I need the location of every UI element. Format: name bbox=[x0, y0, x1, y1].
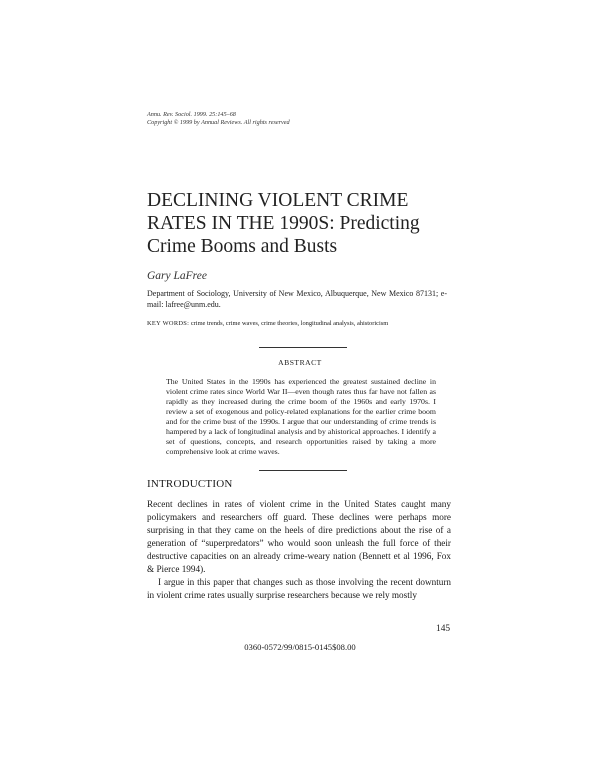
author-affiliation: Department of Sociology, University of New Mexico, Albuquerque, New Mexico 87131; e-mail: lafree@unm.edu. bbox=[147, 289, 447, 309]
copyright-notice: Copyright © 1999 by Annual Reviews. All rights reserved bbox=[147, 119, 290, 126]
title-line-3: Crime Booms and Busts bbox=[147, 236, 338, 257]
keywords-label: KEY WORDS: bbox=[147, 320, 190, 327]
top-divider bbox=[259, 347, 347, 348]
page-number: 145 bbox=[436, 624, 451, 634]
introduction-heading: INTRODUCTION bbox=[147, 478, 233, 490]
introduction-paragraph-1: Recent declines in rates of violent crime in the United States caught many policymakers and researchers off guard. These declines were perhaps more surprising in that they came on the heels of dire predictions about the rise of a generation of “superpredators” who would soon unleash the full force of their destructive capacities on an already crime-weary nation (Bennett et al 1996, Fox & Pierce 1994). bbox=[147, 499, 451, 574]
title-line-2: RATES IN THE 1990S: Predicting bbox=[147, 213, 420, 234]
abstract-text: The United States in the 1990s has experienced the greatest sustained decline in violent crime rates since World War II—even though rates thus far have not fallen as rapidly as they increased during the crime boom of the 1960s and early 1970s. I review a set of exogenous and policy-related explanations for the earlier crime boom and for the crime bust of the 1990s. I argue that our understanding of crime trends is hampered by a lack of longitudinal analysis and by ahistorical approaches. I identify a set of questions, concepts, and research opportunities raised by taking a more comprehensive look at crime waves. bbox=[166, 377, 436, 456]
keywords-list: crime trends, crime waves, crime theories, longitudinal analysis, ahistoricism bbox=[190, 320, 389, 327]
keywords-line bbox=[147, 320, 388, 327]
title-line-1: DECLINING VIOLENT CRIME bbox=[147, 190, 409, 211]
journal-reference bbox=[147, 111, 290, 127]
journal-citation: Annu. Rev. Sociol. 1999. 25:145–68 bbox=[147, 111, 236, 118]
bottom-divider bbox=[259, 470, 347, 471]
abstract-heading: ABSTRACT bbox=[278, 358, 322, 367]
introduction-body bbox=[147, 498, 451, 602]
article-title bbox=[147, 189, 477, 258]
author-name: Gary LaFree bbox=[147, 270, 207, 282]
price-code: 0360-0572/99/0815-0145$08.00 bbox=[244, 642, 356, 652]
introduction-paragraph-2: I argue in this paper that changes such as those involving the recent downturn in violent crime rates usually surprise researchers because we rely mostly bbox=[147, 577, 451, 600]
